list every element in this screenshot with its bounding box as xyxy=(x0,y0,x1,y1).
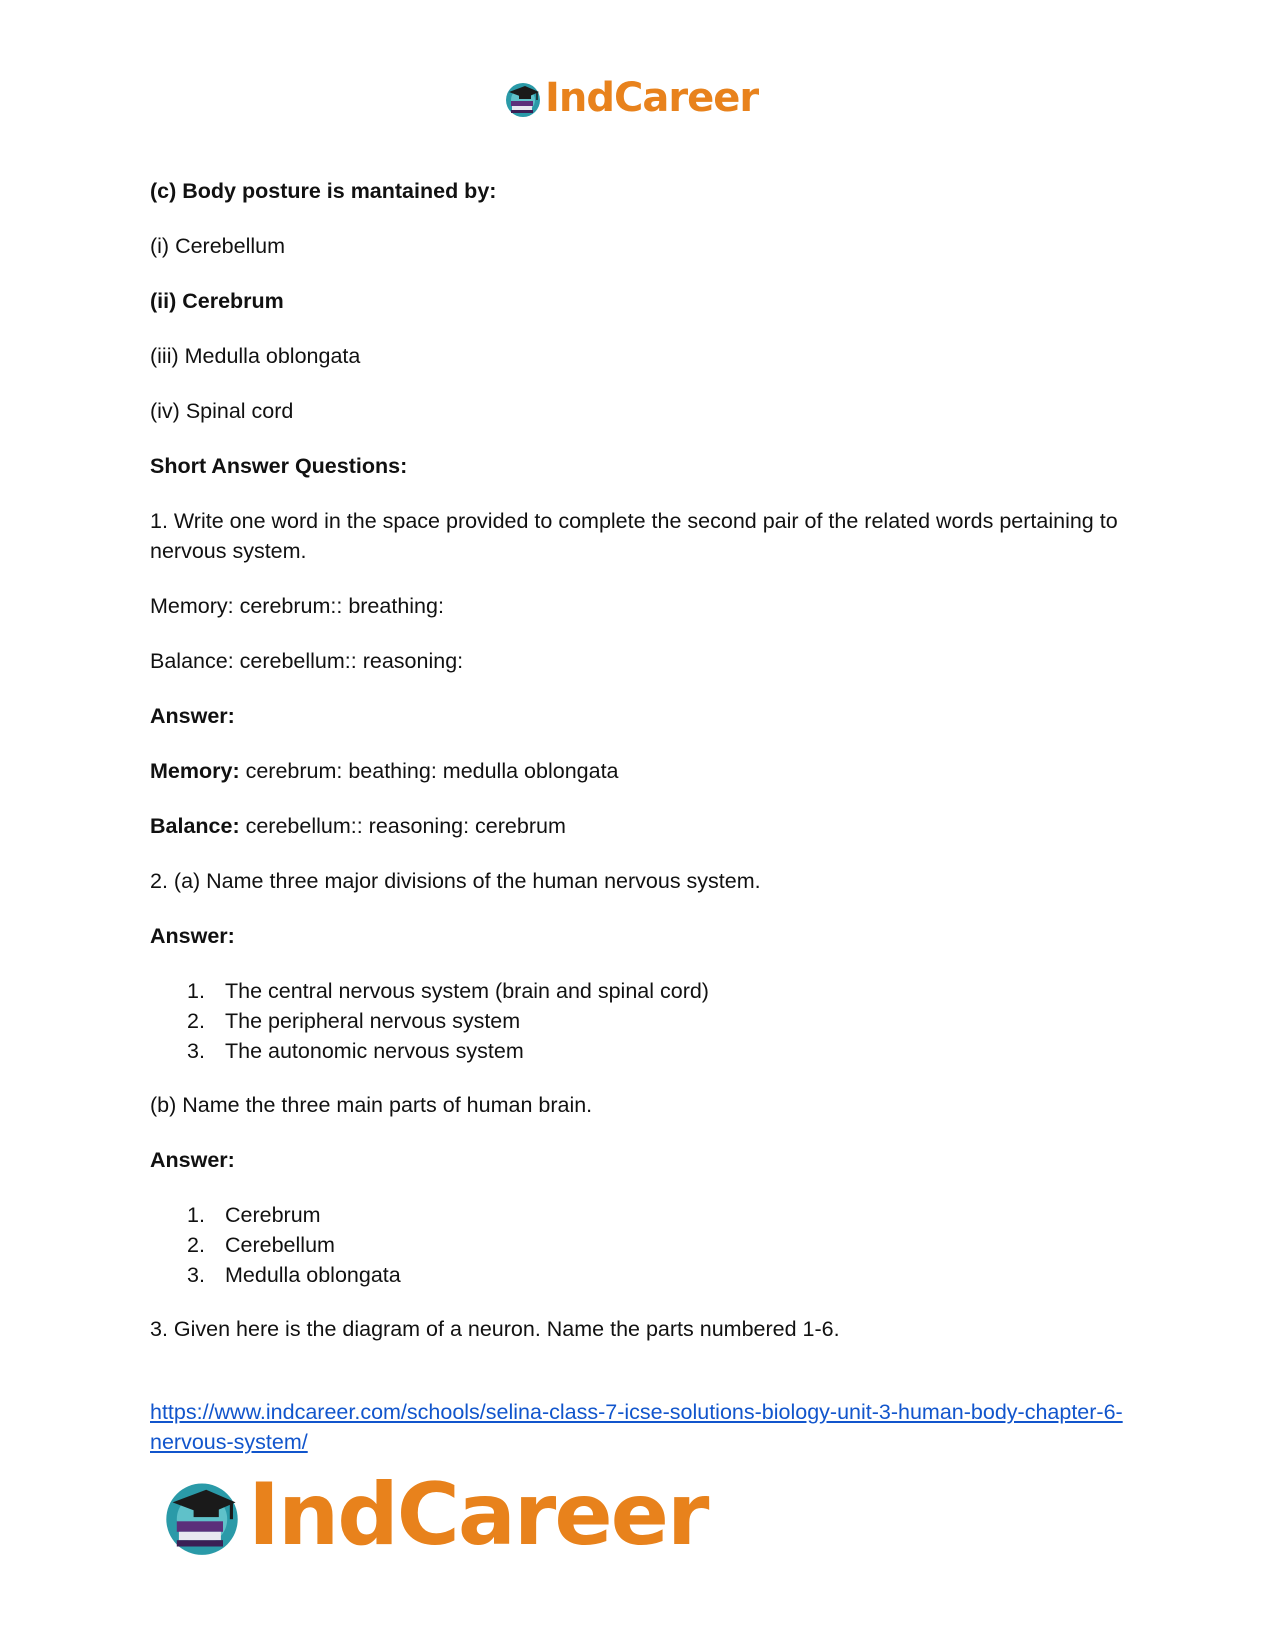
list-item xyxy=(150,1200,1130,1230)
list-item-text: Cerebellum xyxy=(225,1233,335,1257)
answer-1-line-1 xyxy=(150,756,1130,786)
list-number: 3. xyxy=(187,1263,205,1287)
list-item-text: The autonomic nervous system xyxy=(225,1039,524,1063)
list-number: 1. xyxy=(187,1203,205,1227)
answer-1-line-1-text: cerebrum: beathing: medulla oblongata xyxy=(239,759,619,783)
footer-logo xyxy=(160,1465,708,1565)
list-item xyxy=(150,1036,1130,1066)
list-item xyxy=(150,1260,1130,1290)
answer-1-line-2 xyxy=(150,811,1130,841)
header-logo-text: IndCareer xyxy=(545,75,759,121)
list-item xyxy=(150,1230,1130,1260)
question-2b: (b) Name the three main parts of human brain. xyxy=(150,1093,593,1117)
question-1: 1. Write one word in the space provided to complete the second pair of the related words pertaining to nervous system. xyxy=(150,509,1118,563)
answer-2b-list xyxy=(150,1200,1130,1290)
option-iv: (iv) Spinal cord xyxy=(150,399,294,423)
document-body xyxy=(150,176,1130,1369)
list-item-text: The central nervous system (brain and spinal cord) xyxy=(225,979,709,1003)
list-item-text: Cerebrum xyxy=(225,1203,321,1227)
question-1-line-2: Balance: cerebellum:: reasoning: xyxy=(150,649,464,673)
graduation-cap-icon xyxy=(160,1473,244,1557)
answer-1-line-2-label: Balance: xyxy=(150,814,240,838)
footer-logo-text: IndCareer xyxy=(248,1465,708,1565)
answer-label: Answer: xyxy=(150,704,235,728)
list-number: 2. xyxy=(187,1233,205,1257)
list-item xyxy=(150,976,1130,1006)
question-1-line-1: Memory: cerebrum:: breathing: xyxy=(150,594,444,618)
option-ii: (ii) Cerebrum xyxy=(150,289,284,313)
answer-1-line-2-text: cerebellum:: reasoning: cerebrum xyxy=(239,814,566,838)
source-url-link[interactable]: https://www.indcareer.com/schools/selina-class-7-icse-solutions-biology-unit-3-human-body-chapter-6-nervous-system/ xyxy=(150,1400,1123,1454)
question-2a: 2. (a) Name three major divisions of the human nervous system. xyxy=(150,869,761,893)
header-logo xyxy=(503,75,759,121)
list-item-text: The peripheral nervous system xyxy=(225,1009,521,1033)
option-iii: (iii) Medulla oblongata xyxy=(150,344,361,368)
answer-label: Answer: xyxy=(150,924,235,948)
option-i: (i) Cerebellum xyxy=(150,234,286,258)
answer-1-line-1-label: Memory: xyxy=(150,759,240,783)
question-3: 3. Given here is the diagram of a neuron. Name the parts numbered 1-6. xyxy=(150,1317,840,1341)
list-item xyxy=(150,1006,1130,1036)
list-number: 1. xyxy=(187,979,205,1003)
list-number: 3. xyxy=(187,1039,205,1063)
answer-2a-list xyxy=(150,976,1130,1066)
list-number: 2. xyxy=(187,1009,205,1033)
section-title: Short Answer Questions: xyxy=(150,454,408,478)
question-c-title: (c) Body posture is mantained by: xyxy=(150,179,497,203)
answer-label: Answer: xyxy=(150,1148,235,1172)
list-item-text: Medulla oblongata xyxy=(225,1263,401,1287)
graduation-cap-icon xyxy=(503,78,543,118)
